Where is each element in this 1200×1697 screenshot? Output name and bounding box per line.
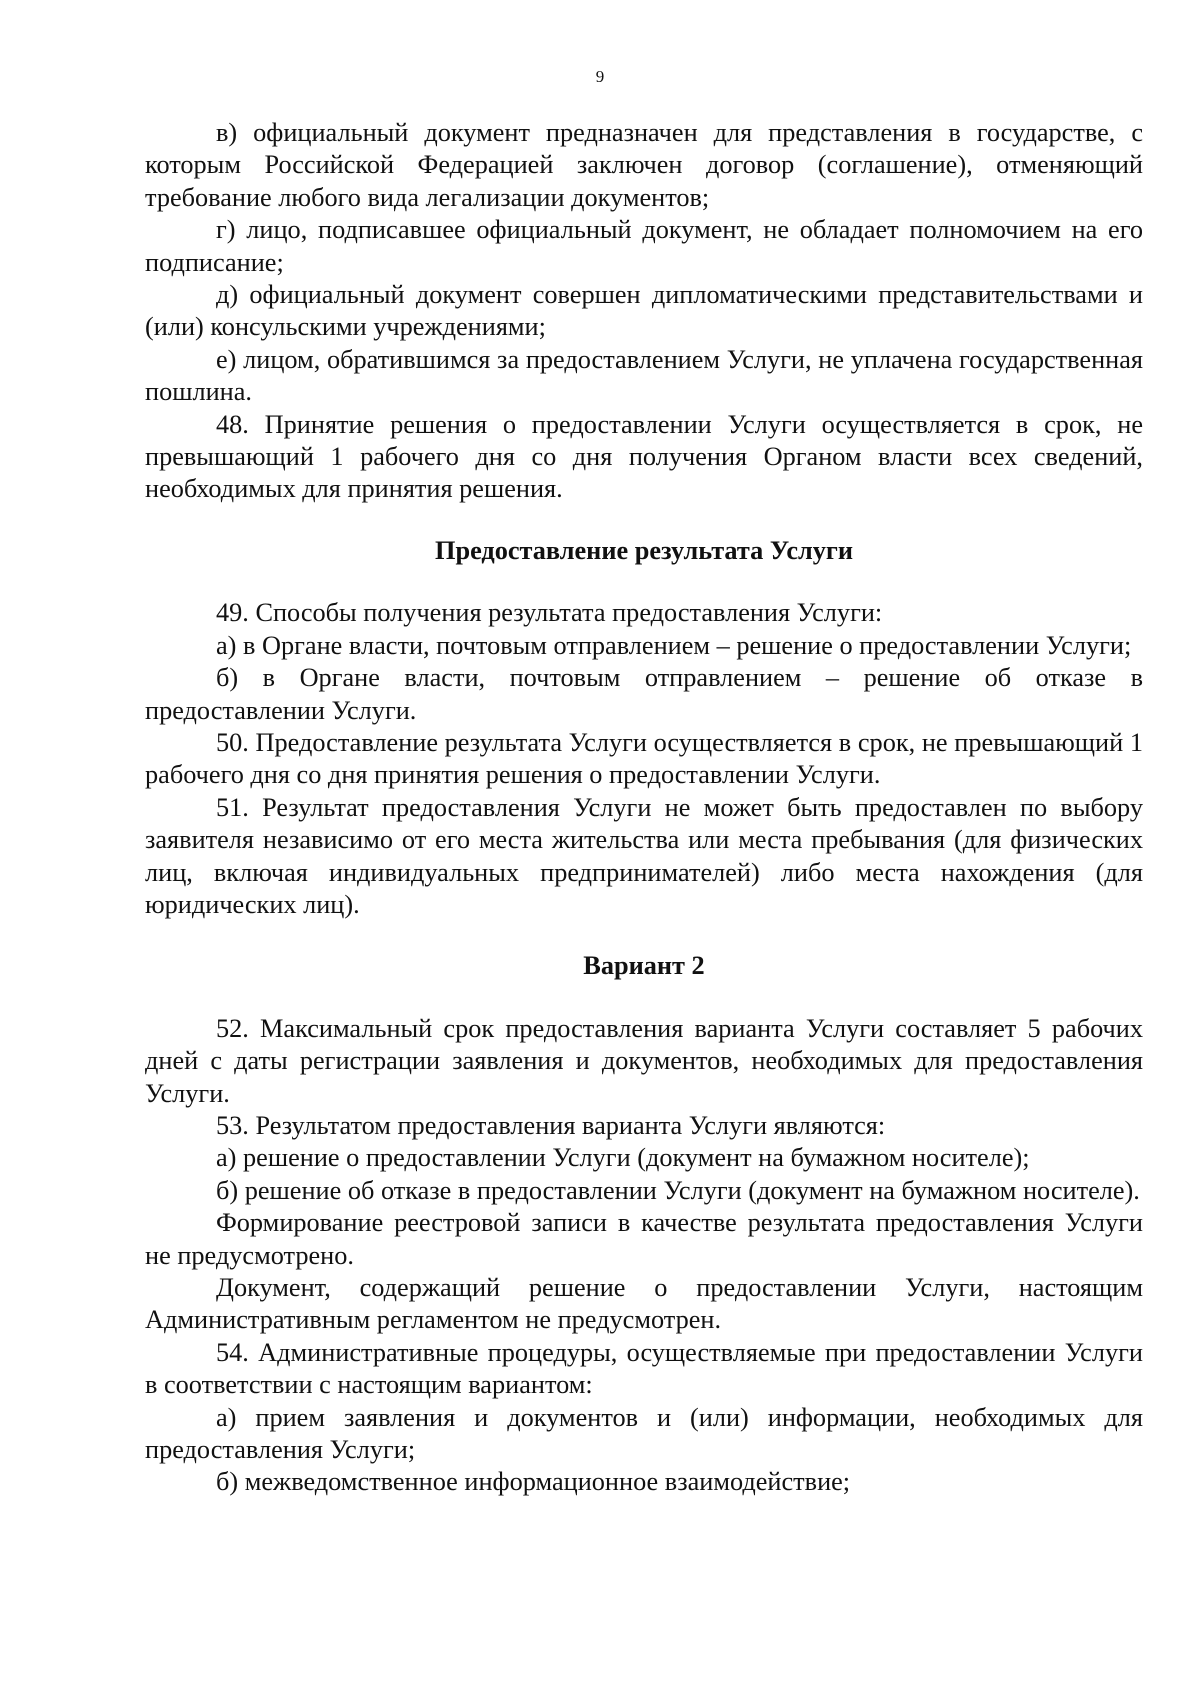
paragraph: е) лицом, обратившимся за предоставлением Услуги, не уплачена государственная пошлина. [145, 344, 1143, 407]
paragraph: 51. Результат предоставления Услуги не может быть предоставлен по выбору заявителя независимо от его места жительства или места пребывания (для физических лиц, включая индивидуальных предпринимателей) либо места нахождения (для юридических лиц). [145, 792, 1143, 919]
paragraph: а) в Органе власти, почтовым отправлением – решение о предоставлении Услуги; [216, 630, 1132, 660]
paragraph: в) официальный документ предназначен для представления в государстве, с которым Российской Федерацией заключен договор (соглашение), отменяющий требование любого вида легализации документов; [145, 118, 1143, 212]
paragraph: б) в Органе власти, почтовым отправлением – решение об отказе в предоставлении Услуги. [145, 663, 1143, 725]
paragraph: Документ, содержащий решение о предоставлении Услуги, настоящим Административным регламентом не предусмотрен. [145, 1273, 1143, 1335]
paragraph: 54. Административные процедуры, осуществляемые при предоставлении Услуги в соответствии с настоящим вариантом: [145, 1337, 1143, 1400]
paragraph: Формирование реестровой записи в качестве результата предоставления Услуги не предусмотрено. [145, 1208, 1143, 1270]
paragraph: 52. Максимальный срок предоставления варианта Услуги составляет 5 рабочих дней с даты регистрации заявления и документов, необходимых для предоставления Услуги. [145, 1013, 1143, 1108]
paragraph: а) прием заявления и документов и (или) информации, необходимых для предоставления Услуги; [145, 1402, 1143, 1465]
paragraph: б) межведомственное информационное взаимодействие; [216, 1467, 851, 1497]
paragraph: б) решение об отказе в предоставлении Услуги (документ на бумажном носителе). [216, 1175, 1140, 1205]
paragraph: д) официальный документ совершен дипломатическими представительствами и (или) консульскими учреждениями; [145, 280, 1143, 342]
paragraph: а) решение о предоставлении Услуги (документ на бумажном носителе); [216, 1143, 1030, 1173]
paragraph: 53. Результатом предоставления варианта Услуги являются: [216, 1110, 886, 1140]
section-heading: Вариант 2 [583, 951, 705, 981]
paragraph: 49. Способы получения результата предоставления Услуги: [216, 598, 883, 628]
page-number: 9 [595, 67, 605, 86]
section-heading: Предоставление результата Услуги [434, 535, 853, 565]
paragraph: г) лицо, подписавшее официальный документ, не обладает полномочием на его подписание; [145, 215, 1143, 277]
document-body [145, 117, 1143, 1499]
paragraph: 50. Предоставление результата Услуги осуществляется в срок, не превышающий 1 рабочего дня со дня принятия решения о предоставлении Услуги. [145, 727, 1143, 790]
paragraph: 48. Принятие решения о предоставлении Услуги осуществляется в срок, не превышающий 1 рабочего дня со дня получения Органом власти всех сведений, необходимых для принятия решения. [145, 409, 1143, 504]
